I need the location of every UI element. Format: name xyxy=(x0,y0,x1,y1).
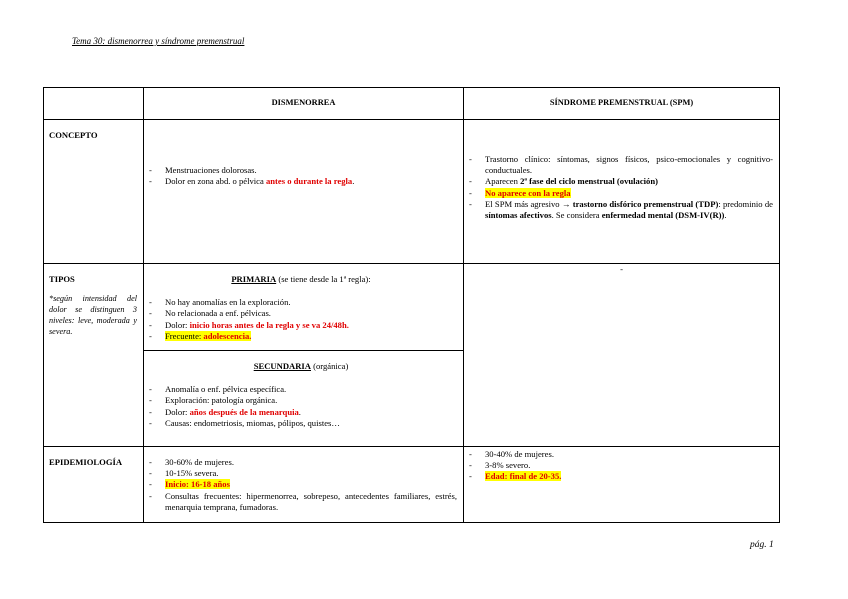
list-item: - Exploración: patología orgánica. xyxy=(144,395,458,406)
text-run: Dolor en zona abd. o pélvica xyxy=(165,176,266,187)
secundaria-subtitle: (orgánica) xyxy=(311,361,349,371)
table-header-row xyxy=(44,88,780,120)
cell-epidemiologia-spm xyxy=(464,447,780,523)
list-item: - Anomalía o enf. pélvica específica. xyxy=(144,384,458,395)
list-item: - 3-8% severo. xyxy=(464,460,774,471)
list-item: - Consultas frecuentes: hipermenorrea, sobrepeso, antecedentes familiares, estrés, menarquia temprana, fumadoras. xyxy=(144,491,457,513)
comparison-table xyxy=(43,87,780,523)
tipos-note: *según intensidad del dolor se distinguen 3 niveles: leve, moderada y severa. xyxy=(49,294,137,337)
primaria-subtitle: (se tiene desde la 1ª regla): xyxy=(276,274,371,284)
cell-tipos-spm: - xyxy=(464,264,780,447)
list-item xyxy=(464,176,773,187)
list-item xyxy=(144,320,458,331)
text-run: Aparecen xyxy=(485,176,521,187)
table-row-epidemiologia xyxy=(44,447,780,523)
list-item xyxy=(464,188,773,199)
text-run: Dolor: xyxy=(165,319,190,330)
list-item: - Menstruaciones dolorosas. xyxy=(144,165,458,176)
bold-text: 2ª fase del ciclo menstrual (ovulación) xyxy=(520,176,658,187)
table-row-concepto xyxy=(44,120,780,264)
text-run: . Se considera xyxy=(551,209,602,220)
bold-text: enfermedad mental (DSM-IV(R)) xyxy=(601,209,725,220)
text-run: . xyxy=(298,406,301,417)
row-label-epidemiologia: EPIDEMIOLOGÍA xyxy=(44,447,144,523)
primaria-heading xyxy=(144,274,458,285)
text-run: : predominio de xyxy=(718,198,773,209)
row-label-concepto: CONCEPTO xyxy=(44,120,144,264)
highlight-text: Edad: final de 20-35. xyxy=(485,471,562,482)
list-item xyxy=(464,471,774,482)
table-row-tipos xyxy=(44,264,780,447)
cell-tipos-dismenorrea xyxy=(144,264,464,447)
tipos-subtable xyxy=(144,264,463,446)
cell-concepto-spm xyxy=(464,120,780,264)
list-item: - Trastorno clínico: síntomas, signos físicos, psico-emocionales y cognitivo-conductuales. xyxy=(464,154,773,176)
bold-text: síntomas afectivos xyxy=(485,209,552,220)
list-item xyxy=(144,176,458,187)
list-item: - No relacionada a enf. pélvicas. xyxy=(144,308,458,319)
highlight-text: adolescencia. xyxy=(203,330,252,341)
text-run: Frecuente: xyxy=(165,330,204,341)
text-run: El SPM más agresivo → xyxy=(485,198,573,209)
list-item xyxy=(144,407,458,418)
cell-epidemiologia-dismenorrea xyxy=(144,447,464,523)
cell-concepto-dismenorrea xyxy=(144,120,464,264)
list-item xyxy=(144,479,457,490)
secundaria-block xyxy=(144,351,463,447)
row-label-tipos xyxy=(44,264,144,447)
list-item: - 30-40% de mujeres. xyxy=(464,449,774,460)
primaria-title: PRIMARIA xyxy=(231,274,277,284)
list-item: - No hay anomalías en la exploración. xyxy=(144,297,458,308)
tipos-label: TIPOS xyxy=(49,274,75,284)
highlight-span xyxy=(165,331,251,341)
list-item xyxy=(464,199,773,221)
bold-text: trastorno disfórico premenstrual (TDP) xyxy=(572,198,719,209)
text-run: Dolor: xyxy=(165,406,190,417)
secundaria-heading xyxy=(144,361,458,372)
primaria-block xyxy=(144,264,463,351)
column-header-spm: SÍNDROME PREMENSTRUAL (SPM) xyxy=(464,88,780,120)
page-number: pág. 1 xyxy=(750,540,774,550)
list-item: - 30-60% de mujeres. xyxy=(144,457,457,468)
highlight-text: Inicio: 16-18 años xyxy=(165,479,230,490)
text-run: . xyxy=(724,209,727,220)
highlight-text: inicio horas antes de la regla y se va 24/48h. xyxy=(189,319,349,330)
text-run: . xyxy=(352,176,355,187)
list-item: - Causas: endometriosis, miomas, pólipos, quistes… xyxy=(144,418,458,429)
document-header-title: Tema 30: dismenorrea y síndrome premenstrual xyxy=(72,36,245,46)
highlight-text: No aparece con la regla xyxy=(485,187,571,198)
highlight-text: años después de la menarquia xyxy=(189,406,299,417)
list-item xyxy=(144,331,458,342)
header-empty-cell xyxy=(44,88,144,120)
secundaria-title: SECUNDARIA xyxy=(253,361,311,371)
column-header-dismenorrea: DISMENORREA xyxy=(144,88,464,120)
list-item: - 10-15% severa. xyxy=(144,468,457,479)
highlight-text: antes o durante la regla xyxy=(265,176,353,187)
